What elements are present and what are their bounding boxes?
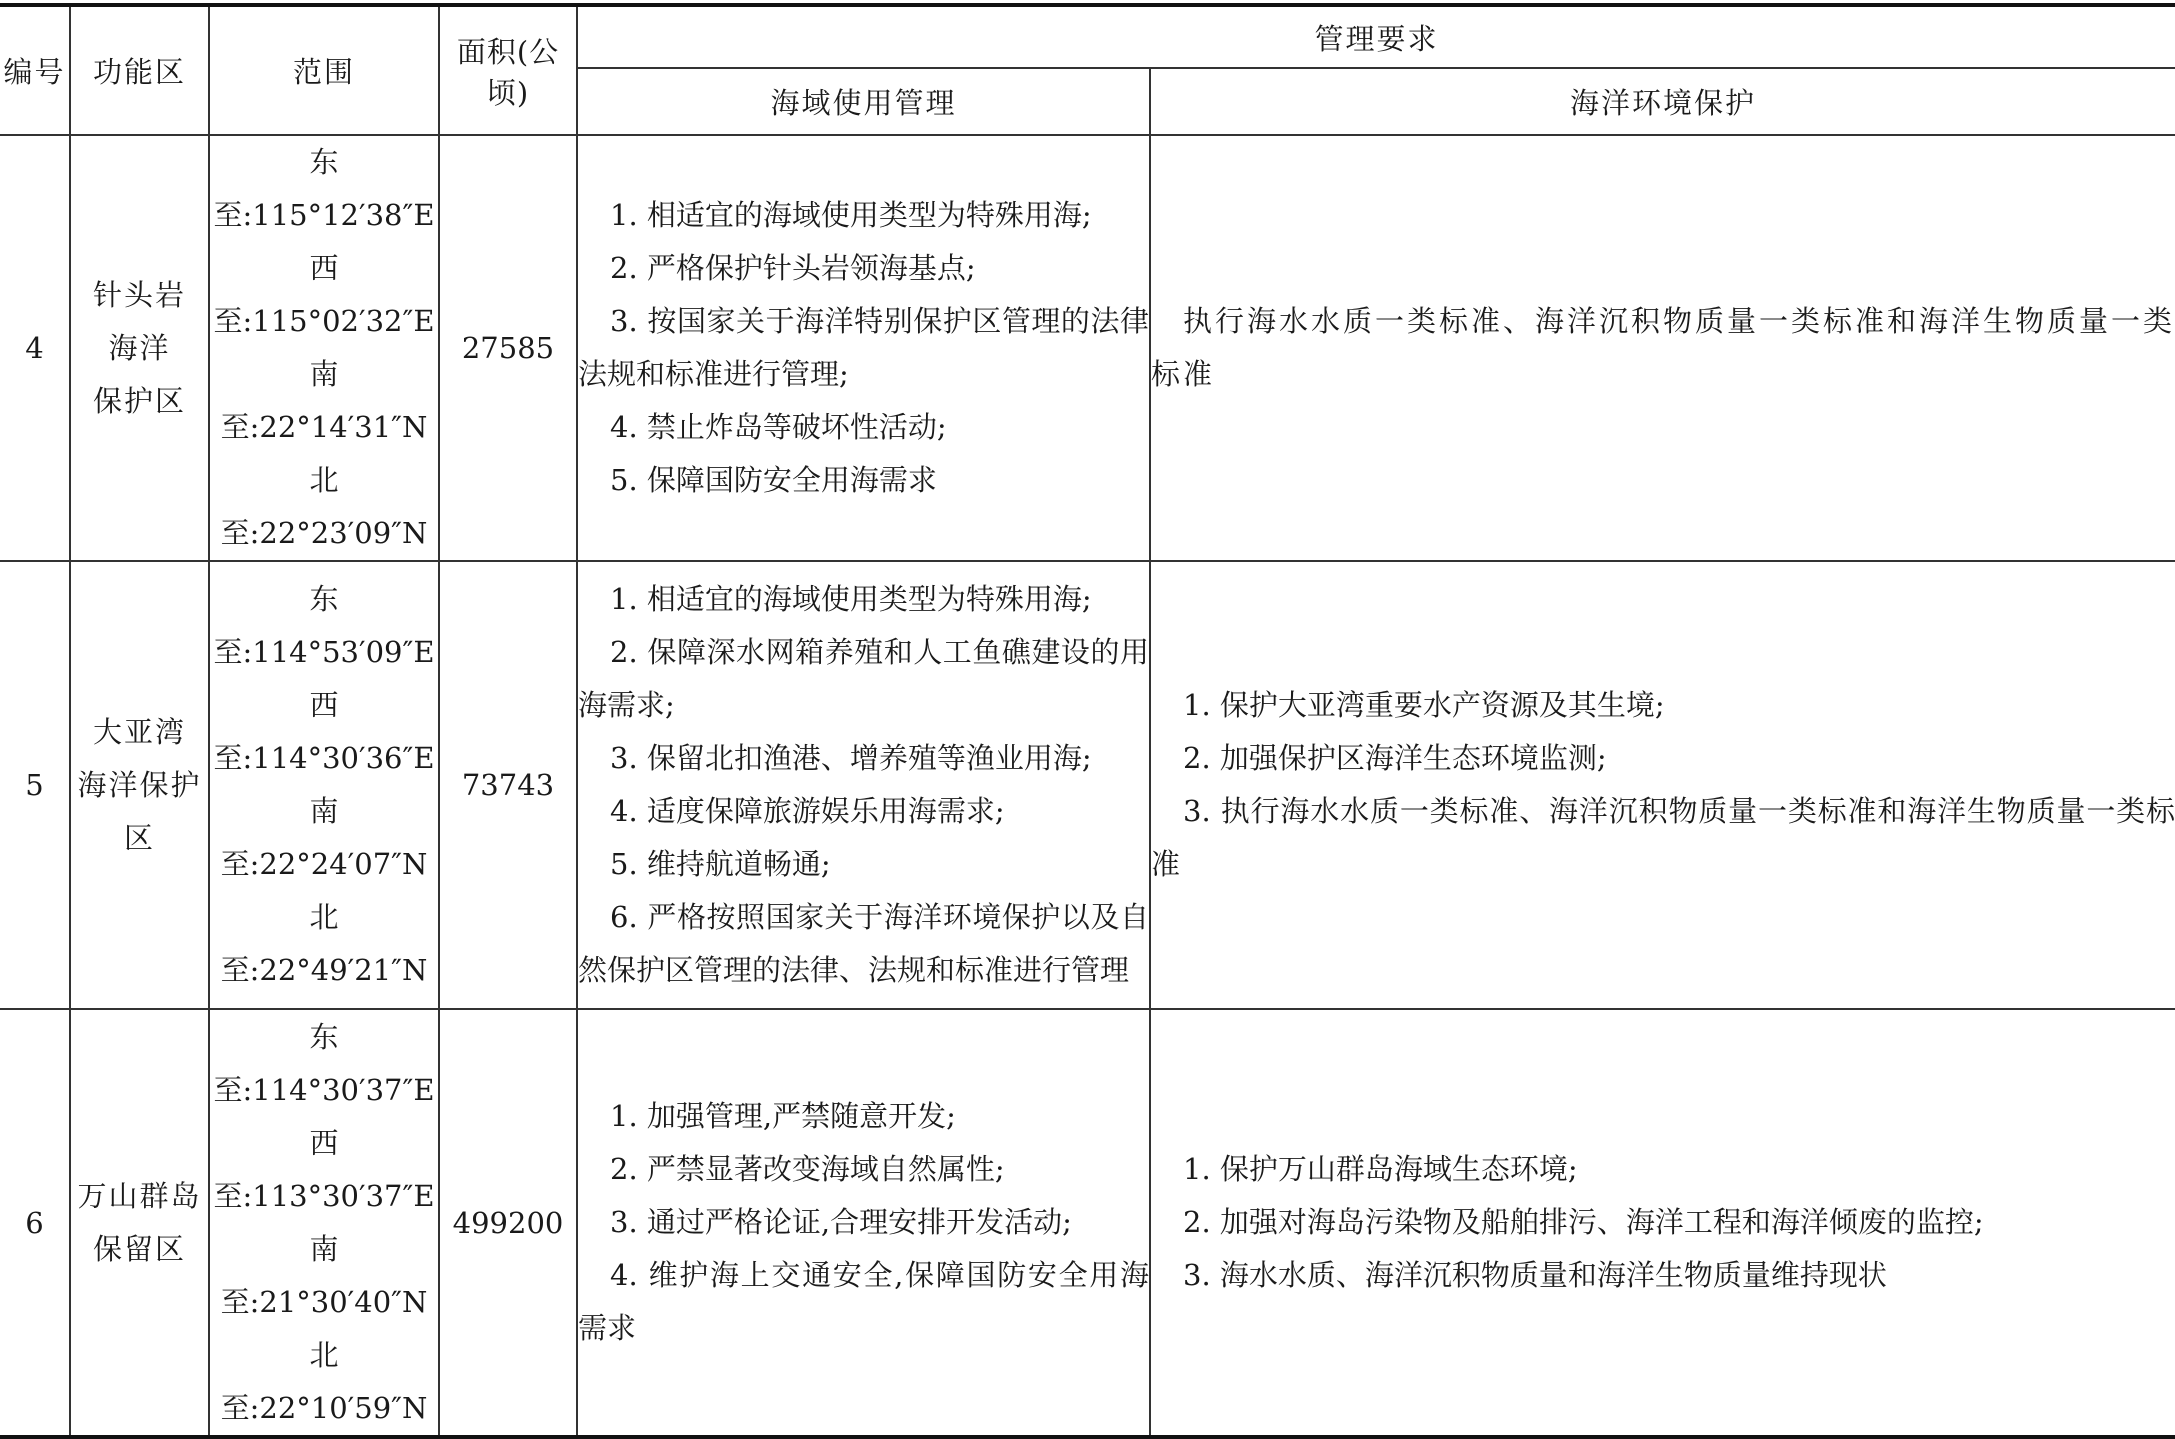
zone-name-line: 保留区 — [92, 1231, 186, 1266]
header-area: 面积(公顷) — [439, 5, 577, 135]
sea-use-item: 4. 适度保障旅游娱乐用海需求; — [610, 794, 1005, 828]
env-protection-item: 3. 执行海水水质一类标准、海洋沉积物质量一类标准和海洋生物质量一类标准 — [1151, 794, 2175, 881]
sea-use-item: 5. 维持航道畅通; — [610, 847, 831, 881]
cell-env-protection — [1150, 561, 2175, 1009]
coordinate-line: 南至:22°24′07″N — [220, 794, 428, 881]
cell-area: 73743 — [439, 561, 577, 1009]
sea-use-item: 3. 通过严格论证,合理安排开发活动; — [610, 1205, 1072, 1239]
sea-use-item: 5. 保障国防安全用海需求 — [610, 463, 937, 497]
table-row — [0, 561, 2175, 1009]
header-requirements: 管理要求 — [577, 5, 2175, 68]
sea-use-item: 1. 加强管理,严禁随意开发; — [610, 1099, 956, 1133]
header-number: 编号 — [0, 5, 70, 135]
header-zone: 功能区 — [70, 5, 209, 135]
cell-area: 27585 — [439, 135, 577, 561]
coordinate-line: 北至:22°49′21″N — [220, 900, 428, 987]
coordinate-line: 东至:114°53′09″E — [213, 582, 435, 669]
zone-name-line: 万山群岛 — [77, 1178, 202, 1213]
zone-name-line: 大亚湾 — [92, 714, 186, 749]
env-protection-item: 执行海水水质一类标准、海洋沉积物质量一类标准和海洋生物质量一类标准 — [1151, 304, 2175, 391]
header-row — [0, 5, 2175, 68]
zone-name-line: 海洋保护区 — [77, 767, 202, 855]
table-row — [0, 1009, 2175, 1437]
marine-zoning-table — [0, 3, 2175, 1439]
cell-sea-use — [577, 135, 1150, 561]
cell-sea-use — [577, 561, 1150, 1009]
env-protection-item: 1. 保护万山群岛海域生态环境; — [1183, 1152, 1578, 1186]
coordinate-line: 东至:115°12′38″E — [213, 145, 435, 232]
env-protection-item: 2. 加强对海岛污染物及船舶排污、海洋工程和海洋倾废的监控; — [1183, 1205, 1984, 1239]
sea-use-item: 2. 严格保护针头岩领海基点; — [610, 251, 976, 285]
sea-use-item: 6. 严格按照国家关于海洋环境保护以及自然保护区管理的法律、法规和标准进行管理 — [578, 900, 1149, 987]
sea-use-item: 2. 保障深水网箱养殖和人工鱼礁建设的用海需求; — [578, 635, 1149, 722]
cell-range — [209, 1009, 439, 1437]
sea-use-item: 1. 相适宜的海域使用类型为特殊用海; — [610, 582, 1092, 616]
coordinate-line: 北至:22°10′59″N — [220, 1337, 428, 1425]
sea-use-item: 3. 按国家关于海洋特别保护区管理的法律法规和标准进行管理; — [578, 304, 1149, 391]
zone-name-line: 保护区 — [92, 383, 186, 418]
cell-number: 4 — [0, 135, 70, 561]
cell-zone — [70, 1009, 209, 1437]
sea-use-item: 4. 禁止炸岛等破坏性活动; — [610, 410, 947, 444]
coordinate-line: 南至:22°14′31″N — [220, 357, 428, 444]
sea-use-item: 2. 严禁显著改变海域自然属性; — [610, 1152, 1005, 1186]
env-protection-item: 1. 保护大亚湾重要水产资源及其生境; — [1183, 688, 1665, 722]
header-range: 范围 — [209, 5, 439, 135]
cell-env-protection — [1150, 135, 2175, 561]
cell-area: 499200 — [439, 1009, 577, 1437]
env-protection-item: 3. 海水水质、海洋沉积物质量和海洋生物质量维持现状 — [1183, 1258, 1887, 1292]
coordinate-line: 北至:22°23′09″N — [220, 463, 428, 550]
cell-range — [209, 561, 439, 1009]
coordinate-line: 西至:115°02′32″E — [213, 251, 435, 338]
cell-number: 6 — [0, 1009, 70, 1437]
cell-zone — [70, 135, 209, 561]
cell-sea-use — [577, 1009, 1150, 1437]
zone-name-line: 海洋 — [108, 330, 171, 365]
sea-use-item: 4. 维护海上交通安全,保障国防安全用海需求 — [578, 1258, 1149, 1345]
cell-number: 5 — [0, 561, 70, 1009]
zone-name-line: 针头岩 — [92, 277, 186, 312]
cell-zone — [70, 561, 209, 1009]
header-sea-use: 海域使用管理 — [577, 68, 1150, 135]
coordinate-line: 西至:114°30′36″E — [213, 688, 435, 775]
cell-env-protection — [1150, 1009, 2175, 1437]
sea-use-item: 3. 保留北扣渔港、增养殖等渔业用海; — [610, 741, 1092, 775]
table-row — [0, 135, 2175, 561]
env-protection-item: 2. 加强保护区海洋生态环境监测; — [1183, 741, 1607, 775]
cell-range — [209, 135, 439, 561]
sea-use-item: 1. 相适宜的海域使用类型为特殊用海; — [610, 198, 1092, 232]
coordinate-line: 南至:21°30′40″N — [220, 1231, 428, 1319]
header-env-protection: 海洋环境保护 — [1150, 68, 2175, 135]
coordinate-line: 东至:114°30′37″E — [213, 1019, 435, 1107]
coordinate-line: 西至:113°30′37″E — [213, 1125, 435, 1213]
